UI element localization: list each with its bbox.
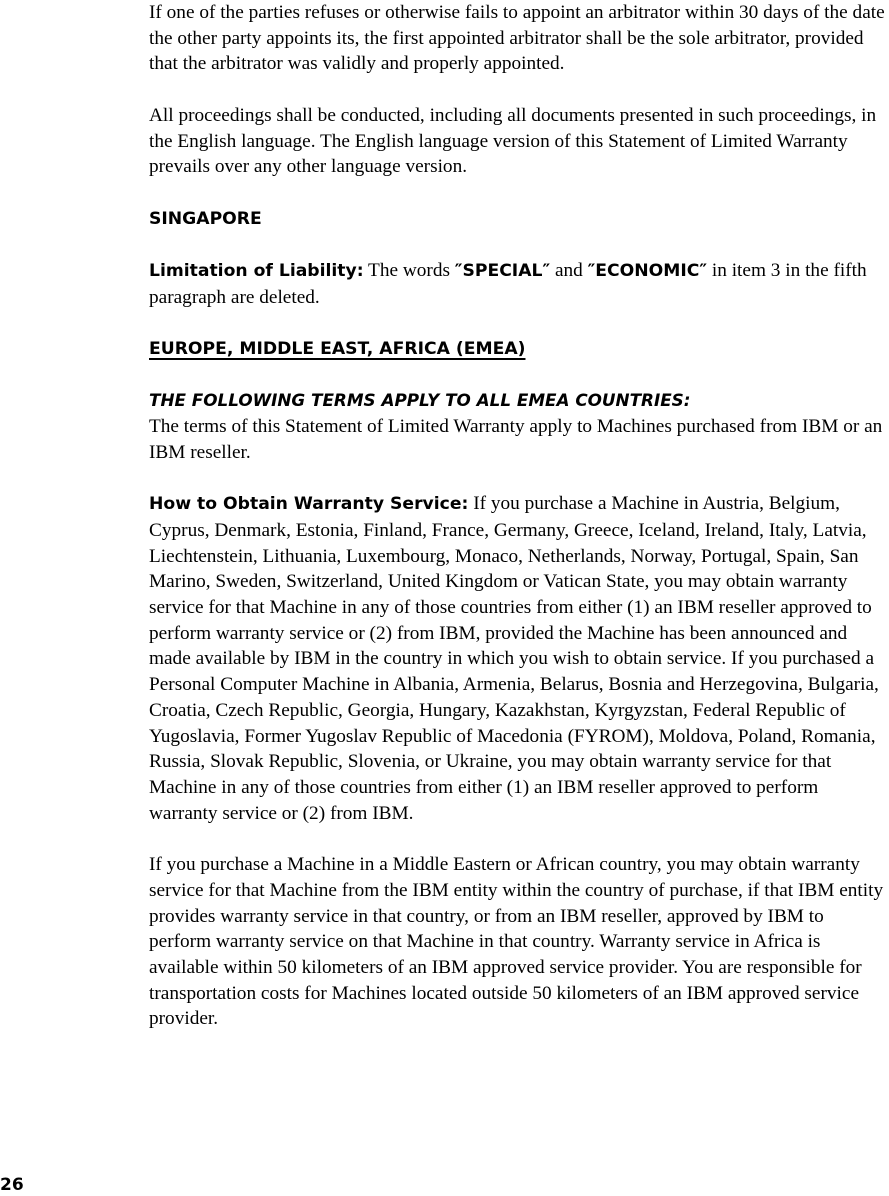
singapore-heading	[149, 206, 889, 233]
and-text: and	[550, 259, 588, 281]
limitation-label: Limitation of Liability:	[149, 260, 364, 281]
limitation-text-1: The words	[363, 259, 455, 281]
arbitrator-paragraph: If one of the parties refuses or otherwise fails to appoint an arbitrator within 30 days of the date the other party appoints its, the first appointed arbitrator shall be the sole arbitrator, provided that the arbitrator was validly and properly appointed.	[149, 2, 885, 75]
spacer	[149, 77, 889, 103]
warranty-service-label: How to Obtain Warranty Service:	[149, 494, 469, 515]
document-body	[149, 0, 889, 1032]
emea-heading	[149, 336, 889, 363]
spacer	[149, 180, 889, 206]
emea-intro-paragraph: The terms of this Statement of Limited Warranty apply to Machines purchased from IBM or an IBM reseller.	[149, 416, 883, 463]
emea-subheading	[149, 388, 889, 414]
limitation-paragraph	[149, 258, 889, 310]
economic-word: ″ECONOMIC″	[587, 260, 708, 281]
warranty-service-paragraph	[149, 491, 889, 826]
emea-heading-text: EUROPE, MIDDLE EAST, AFRICA (EMEA)	[149, 339, 526, 360]
emea-subheading-text: THE FOLLOWING TERMS APPLY TO ALL EMEA COUNTRIES:	[149, 390, 691, 411]
special-word: ″SPECIAL″	[454, 260, 551, 281]
spacer	[149, 363, 889, 389]
page-number: 26	[0, 1175, 24, 1195]
spacer	[149, 466, 889, 492]
spacer	[149, 826, 889, 852]
language-paragraph: All proceedings shall be conducted, including all documents presented in such proceedings, in the English language. The English language version of this Statement of Limited Warranty prevails over any other language version.	[149, 104, 877, 178]
spacer	[149, 232, 889, 258]
singapore-heading-text: SINGAPORE	[149, 208, 262, 229]
limitation-text-2: in item 3 in the fifth paragraph are deleted.	[149, 259, 867, 308]
spacer	[149, 310, 889, 336]
middle-east-africa-paragraph: If you purchase a Machine in a Middle Eastern or African country, you may obtain warranty service for that Machine from the IBM entity within the country of purchase, if that IBM entity provides warranty service in that country, or from an IBM reseller, approved by IBM to perform warranty service on that Machine in that country. Warranty service in Africa is available within 50 kilometers of an IBM approved service provider. You are responsible for transportation costs for Machines located outside 50 kilometers of an IBM approved service provider.	[149, 854, 884, 1030]
warranty-service-text: If you purchase a Machine in Austria, Belgium, Cyprus, Denmark, Estonia, Finland, France, Germany, Greece, Iceland, Ireland, Italy, Latvia, Liechtenstein, Lithuania, Luxembourg, Monaco, Netherlands, Norway, Portugal, Spain, San Marino, Sweden, Switzerland, United Kingdom or Vatican State, you may obtain warranty service for that Machine in any of those countries from either (1) an IBM reseller approved to perform warranty service or (2) from IBM, provided the Machine has been announced and made available by IBM in the country in which you wish to obtain service. If you purchased a Personal Computer Machine in Albania, Armenia, Belarus, Bosnia and Herzegovina, Bulgaria, Croatia, Czech Republic, Georgia, Hungary, Kazakhstan, Kyrgyzstan, Federal Republic of Yugoslavia, Former Yugoslav Republic of Macedonia (FYROM), Moldova, Poland, Romania, Russia, Slovak Republic, Slovenia, or Ukraine, you may obtain warranty service for that Machine in any of those countries from either (1) an IBM reseller approved to perform warranty service or (2) from IBM.	[149, 493, 879, 824]
